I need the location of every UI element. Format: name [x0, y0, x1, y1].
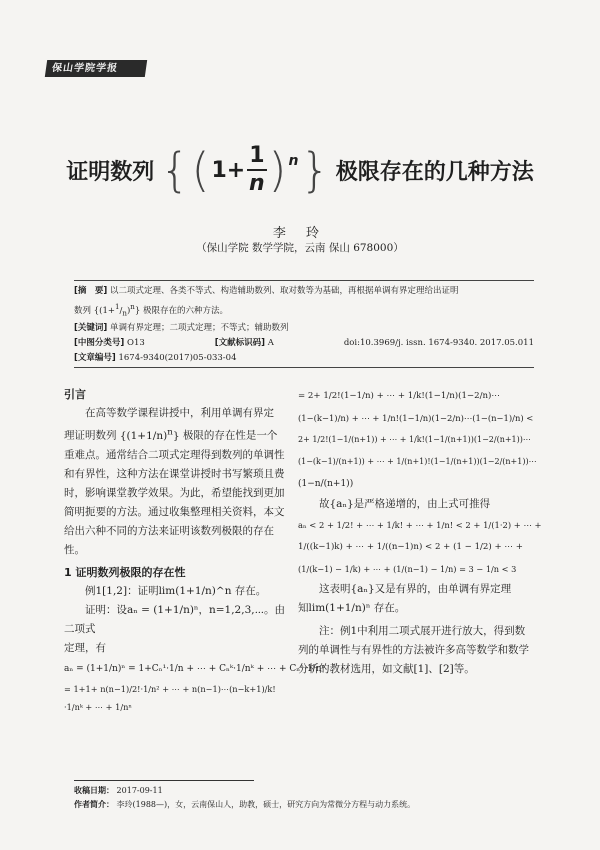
section-heading-1: 1 证明数列极限的存在性: [64, 565, 186, 579]
left-column: [64, 385, 326, 716]
abstract-label: [摘 要]: [74, 286, 108, 296]
footnote-divider: [74, 780, 254, 781]
bio-label: 作者简介：: [74, 800, 114, 809]
clc-value: O13: [126, 337, 145, 348]
proof-line-2: 定理，有: [64, 641, 106, 654]
intro-paragraph: 重难点。通常结合二项式定理得到数列的单调性和有界性，这种方法在课堂讲授时书写繁琐且费时，影响课堂教学效果。为此，希望能找到更加简明扼要的方法。通过收集整理相关资料，本文给出六种不同的方法来证明该数列极限的存在性。: [64, 448, 285, 556]
intro-line-1: 在高等数学课程讲授中，利用单调有界定: [85, 407, 274, 419]
author: 李 玲: [272, 226, 328, 241]
intro-line-2: 理证明数列 $\{(1+1/n)^n\}$ 极限的存在性是一个: [64, 427, 278, 442]
equation-2: = 1+1+ n(n−1)/2!·1/n² + ⋯ + n(n−1)⋯(n−k+1)/k!·1/nᵏ + ⋯ + 1/nⁿ: [64, 683, 276, 712]
note-paragraph: 注：例1中利用二项式展开进行放大，得到数列的单调性与有界性的方法被许多高等数学和数学分析的教材选用，如文献[1]、[2]等。: [298, 625, 529, 675]
received-label: 收稿日期：: [74, 786, 114, 795]
section-heading-intro: 引言: [64, 388, 86, 401]
right-text-1: 故{aₙ}是严格递增的，由上式可推得: [319, 498, 491, 510]
abstract-inline-formula: $\{(1+^1/_n)^n\}$: [93, 302, 143, 318]
formula-denominator: n: [249, 171, 265, 196]
equation-6: (1−(k−1)/(n+1)) + ⋯ + 1/(n+1)!(1−1/(n+1))(1−2/(n+1))⋯: [298, 457, 537, 466]
abstract-block: [74, 280, 534, 368]
equation-10: (1/(k−1) − 1/k) + ⋯ + (1/(n−1) − 1/n) = 3 − 1/n < 3: [298, 564, 517, 574]
equation-4: (1−(k−1)/n) + ⋯ + 1/n!(1−1/n)(1−2/n)⋯(1−(n−1)/n) <: [298, 413, 534, 423]
formula-numerator: 1: [247, 145, 266, 171]
author-bio: [74, 798, 534, 811]
title-suffix: 极限存在的几种方法: [335, 159, 534, 185]
doc-value: A: [267, 337, 274, 348]
title-prefix: 证明数列: [66, 159, 155, 185]
abstract-text-2-suffix: 极限存在的六种方法。: [142, 305, 228, 316]
article-number: 1674-9340(2017)05-033-04: [118, 352, 237, 363]
formula-exponent: n: [288, 153, 299, 169]
equation-3: = 2+ 1/2!(1−1/n) + ⋯ + 1/k!(1−1/n)(1−2/n)⋯: [298, 391, 500, 401]
formula-fraction: [247, 145, 266, 195]
keywords: 单调有界定理；二项式定理；不等式；辅助数列: [109, 322, 289, 333]
divider: [74, 280, 534, 281]
divider: [74, 367, 534, 368]
equation-8: aₙ < 2 + 1/2! + ⋯ + 1/k! + ⋯ + 1/n! < 2 + 1/(1·2) + ⋯ +: [298, 520, 542, 530]
equation-1: aₙ = (1+1/n)ⁿ = 1+Cₙ¹·1/n + ⋯ + Cₙᵏ·1/nᵏ + ⋯ + Cₙⁿ·1/nⁿ: [64, 663, 326, 674]
article-number-label: [文章编号]: [74, 352, 116, 363]
received-value: 2017-09-11: [116, 786, 163, 795]
received-date: [74, 784, 534, 797]
equation-5: 2+ 1/2!(1−1/(n+1)) + ⋯ + 1/k!(1−1/(n+1))(1−2/(n+1))⋯: [298, 435, 531, 444]
abstract-text-2-prefix: 数列: [74, 305, 92, 316]
clc-label: [中图分类号]: [74, 337, 125, 348]
proof-line-1: 证明：设aₙ = (1+1/n)ⁿ，n=1,2,3,⋯。由二项式: [64, 603, 286, 635]
equation-9: 1/((k−1)k) + ⋯ + 1/((n−1)n) < 2 + (1 − 1/2) + ⋯ +: [298, 542, 523, 552]
title-formula: { ( 1+ $\frac{1}{n}$ ) n }: [160, 143, 330, 197]
doc-label: [文献标识码]: [214, 337, 266, 348]
classification-row: [74, 337, 534, 350]
example-1: 例1[1,2]：证明lim(1+1/n)^n 存在。: [85, 584, 267, 597]
journal-tag: 保山学院学报: [45, 60, 147, 77]
formula-base: 1+: [211, 157, 246, 183]
right-text-3: 知lim(1+1/n)ⁿ 存在。: [298, 602, 406, 614]
right-column: [298, 385, 542, 679]
doi: doi:10.3969/j. issn. 1674-9340. 2017.05.011: [343, 337, 534, 348]
right-text-2: 这表明{aₙ}又是有界的，由单调有界定理: [319, 583, 512, 595]
abstract-text: 以二项式定理、各类不等式、构造辅助数列、取对数等为基础，再根据单调有界定理给出证明: [109, 286, 459, 296]
bio-text: 李玲(1988—)，女，云南保山人，助教，硕士，研究方向为常微分方程与动力系统。: [116, 800, 416, 809]
equation-7: (1−n/(n+1)): [298, 479, 354, 489]
keywords-label: [关键词]: [74, 322, 108, 333]
article-title: [0, 135, 600, 205]
affiliation: （保山学院 数学学院，云南 保山 678000）: [196, 242, 404, 254]
